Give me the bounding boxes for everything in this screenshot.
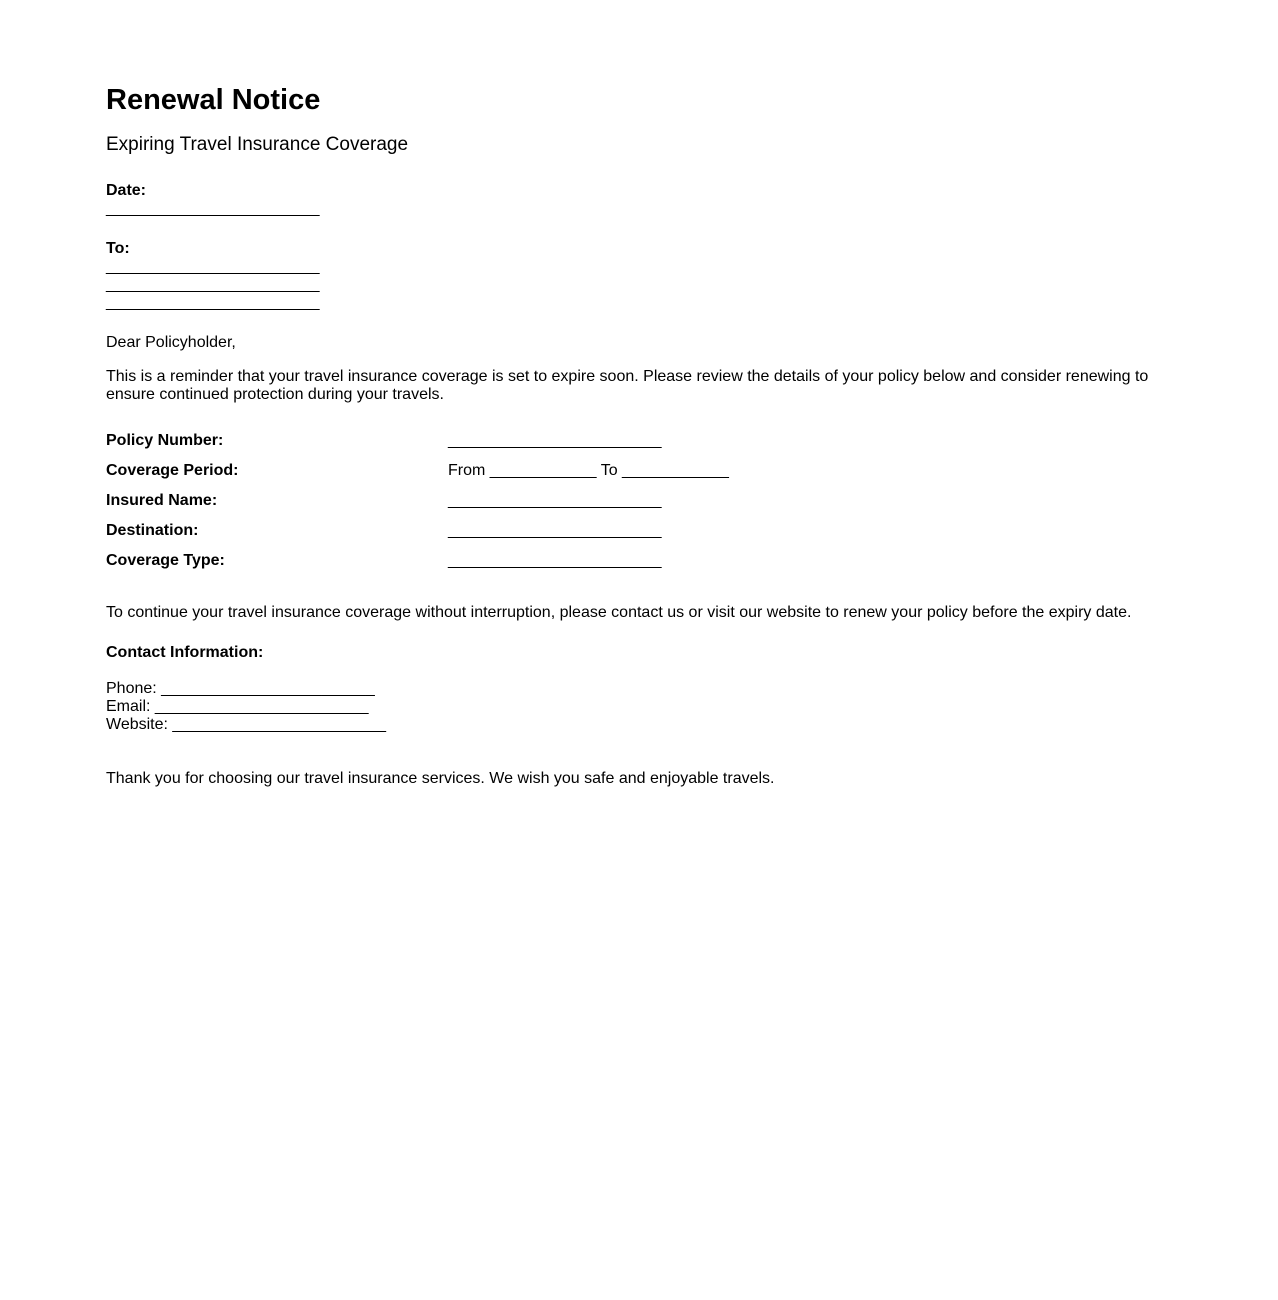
contact-information <box>106 680 386 734</box>
detail-row-insured-name <box>106 492 806 512</box>
page-subtitle: Expiring Travel Insurance Coverage <box>106 134 409 155</box>
closing-paragraph: Thank you for choosing our travel insurance services. We wish you safe and enjoyable travels. <box>106 770 775 787</box>
date-label: Date: <box>106 182 147 199</box>
detail-label: Coverage Period: <box>106 462 239 479</box>
detail-value: ________________________ <box>448 522 662 539</box>
detail-label: Insured Name: <box>106 492 218 509</box>
intro-paragraph: This is a reminder that your travel insurance coverage is set to expire soon. Please review the details of your policy below and consider renewing to ensure continued protection during your travels. <box>106 368 1149 403</box>
detail-value: From ____________ To ____________ <box>448 462 729 479</box>
detail-value: ________________________ <box>448 492 662 509</box>
renew-instruction: To continue your travel insurance coverage without interruption, please contact us or visit our website to renew your policy before the expiry date. <box>106 604 1132 621</box>
date-blank: ________________________ <box>106 200 320 217</box>
to-blank-1: ________________________ <box>106 258 320 275</box>
to-blank-3: ________________________ <box>106 294 320 311</box>
contact-phone: Phone: ________________________ <box>106 680 375 697</box>
detail-row-policy-number <box>106 432 806 452</box>
detail-label: Destination: <box>106 522 199 539</box>
contact-website: Website: ________________________ <box>106 716 386 733</box>
to-blank-2: ________________________ <box>106 276 320 293</box>
salutation: Dear Policyholder, <box>106 334 236 351</box>
detail-value: ________________________ <box>448 432 662 449</box>
detail-row-coverage-type <box>106 552 806 572</box>
page-title: Renewal Notice <box>106 84 321 116</box>
detail-value: ________________________ <box>448 552 662 569</box>
detail-label: Policy Number: <box>106 432 224 449</box>
to-label: To: <box>106 240 130 257</box>
contact-email: Email: ________________________ <box>106 698 369 715</box>
detail-row-coverage-period <box>106 462 806 482</box>
contact-heading: Contact Information: <box>106 644 264 661</box>
detail-label: Coverage Type: <box>106 552 225 569</box>
detail-row-destination <box>106 522 806 542</box>
